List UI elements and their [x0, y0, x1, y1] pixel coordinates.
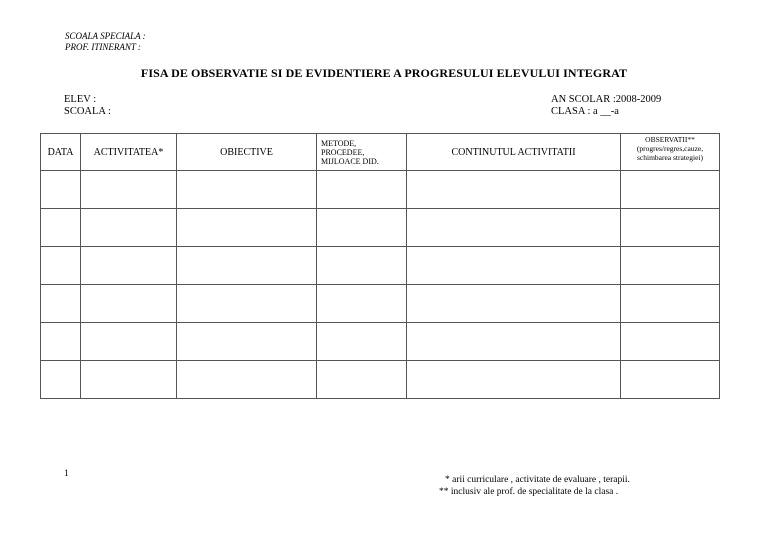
table-cell[interactable] — [41, 209, 81, 247]
table-cell[interactable] — [621, 247, 720, 285]
table-cell[interactable] — [81, 323, 177, 361]
table-cell[interactable] — [317, 171, 407, 209]
column-header-observatii — [621, 134, 720, 171]
table-cell[interactable] — [407, 171, 621, 209]
table-cell[interactable] — [177, 285, 317, 323]
table-cell[interactable] — [41, 285, 81, 323]
table-row — [41, 171, 720, 209]
table-cell[interactable] — [621, 171, 720, 209]
table-cell[interactable] — [81, 171, 177, 209]
table-cell[interactable] — [41, 361, 81, 399]
table-cell[interactable] — [81, 247, 177, 285]
column-header-activitatea: ACTIVITATEA* — [81, 134, 177, 171]
page-title: FISA DE OBSERVATIE SI DE EVIDENTIERE A PROGRESULUI ELEVULUI INTEGRAT — [140, 66, 628, 80]
footnote-2: ** inclusiv ale prof. de specialitate de la clasa . — [439, 487, 619, 497]
teacher-header-label: PROF. ITINERANT : — [65, 42, 141, 52]
table-cell[interactable] — [317, 323, 407, 361]
table-cell[interactable] — [81, 285, 177, 323]
table-row — [41, 361, 720, 399]
table-cell[interactable] — [177, 323, 317, 361]
table-cell[interactable] — [407, 323, 621, 361]
metode-line-1: METODE, — [321, 138, 357, 148]
table-cell[interactable] — [177, 361, 317, 399]
school-header-label: SCOALA SPECIALA : — [65, 31, 146, 41]
table-row — [41, 247, 720, 285]
table-cell[interactable] — [41, 171, 81, 209]
table-cell[interactable] — [177, 209, 317, 247]
table-row — [41, 285, 720, 323]
column-header-obiective: OBIECTIVE — [177, 134, 317, 171]
table-cell[interactable] — [317, 361, 407, 399]
table-cell[interactable] — [407, 209, 621, 247]
column-header-continutul: CONTINUTUL ACTIVITATII — [407, 134, 621, 171]
column-header-data: DATA — [41, 134, 81, 171]
table-cell[interactable] — [317, 285, 407, 323]
table-cell[interactable] — [177, 247, 317, 285]
table-cell[interactable] — [621, 361, 720, 399]
table-cell[interactable] — [407, 285, 621, 323]
table-cell[interactable] — [621, 209, 720, 247]
school-label: SCOALA : — [64, 106, 111, 117]
table-cell[interactable] — [621, 285, 720, 323]
table-cell[interactable] — [81, 209, 177, 247]
school-year-label: AN SCOLAR :2008-2009 — [551, 94, 662, 105]
table-cell[interactable] — [317, 209, 407, 247]
observation-table — [40, 133, 720, 399]
table-cell[interactable] — [621, 323, 720, 361]
observatii-subtitle: (progres/regres,cauze, schimbarea strategiei) — [636, 144, 704, 162]
table-cell[interactable] — [317, 247, 407, 285]
table-cell[interactable] — [407, 247, 621, 285]
column-header-metode — [317, 134, 407, 171]
table-cell[interactable] — [177, 171, 317, 209]
metode-line-3: MIJLOACE DID. — [321, 156, 379, 166]
table-row — [41, 323, 720, 361]
table-cell[interactable] — [81, 361, 177, 399]
table-header-row — [41, 134, 720, 171]
table-row — [41, 209, 720, 247]
table-cell[interactable] — [41, 247, 81, 285]
metode-line-2: PROCEDEE, — [321, 147, 365, 157]
page-number: 1 — [64, 469, 69, 479]
observatii-title: OBSERVATII** — [645, 135, 695, 144]
footnote-1: * arii curriculare , activitate de evaluare , terapii. — [445, 475, 630, 485]
class-label: CLASA : a __-a — [551, 106, 619, 117]
student-label: ELEV : — [64, 94, 97, 105]
table-cell[interactable] — [41, 323, 81, 361]
table-cell[interactable] — [407, 361, 621, 399]
